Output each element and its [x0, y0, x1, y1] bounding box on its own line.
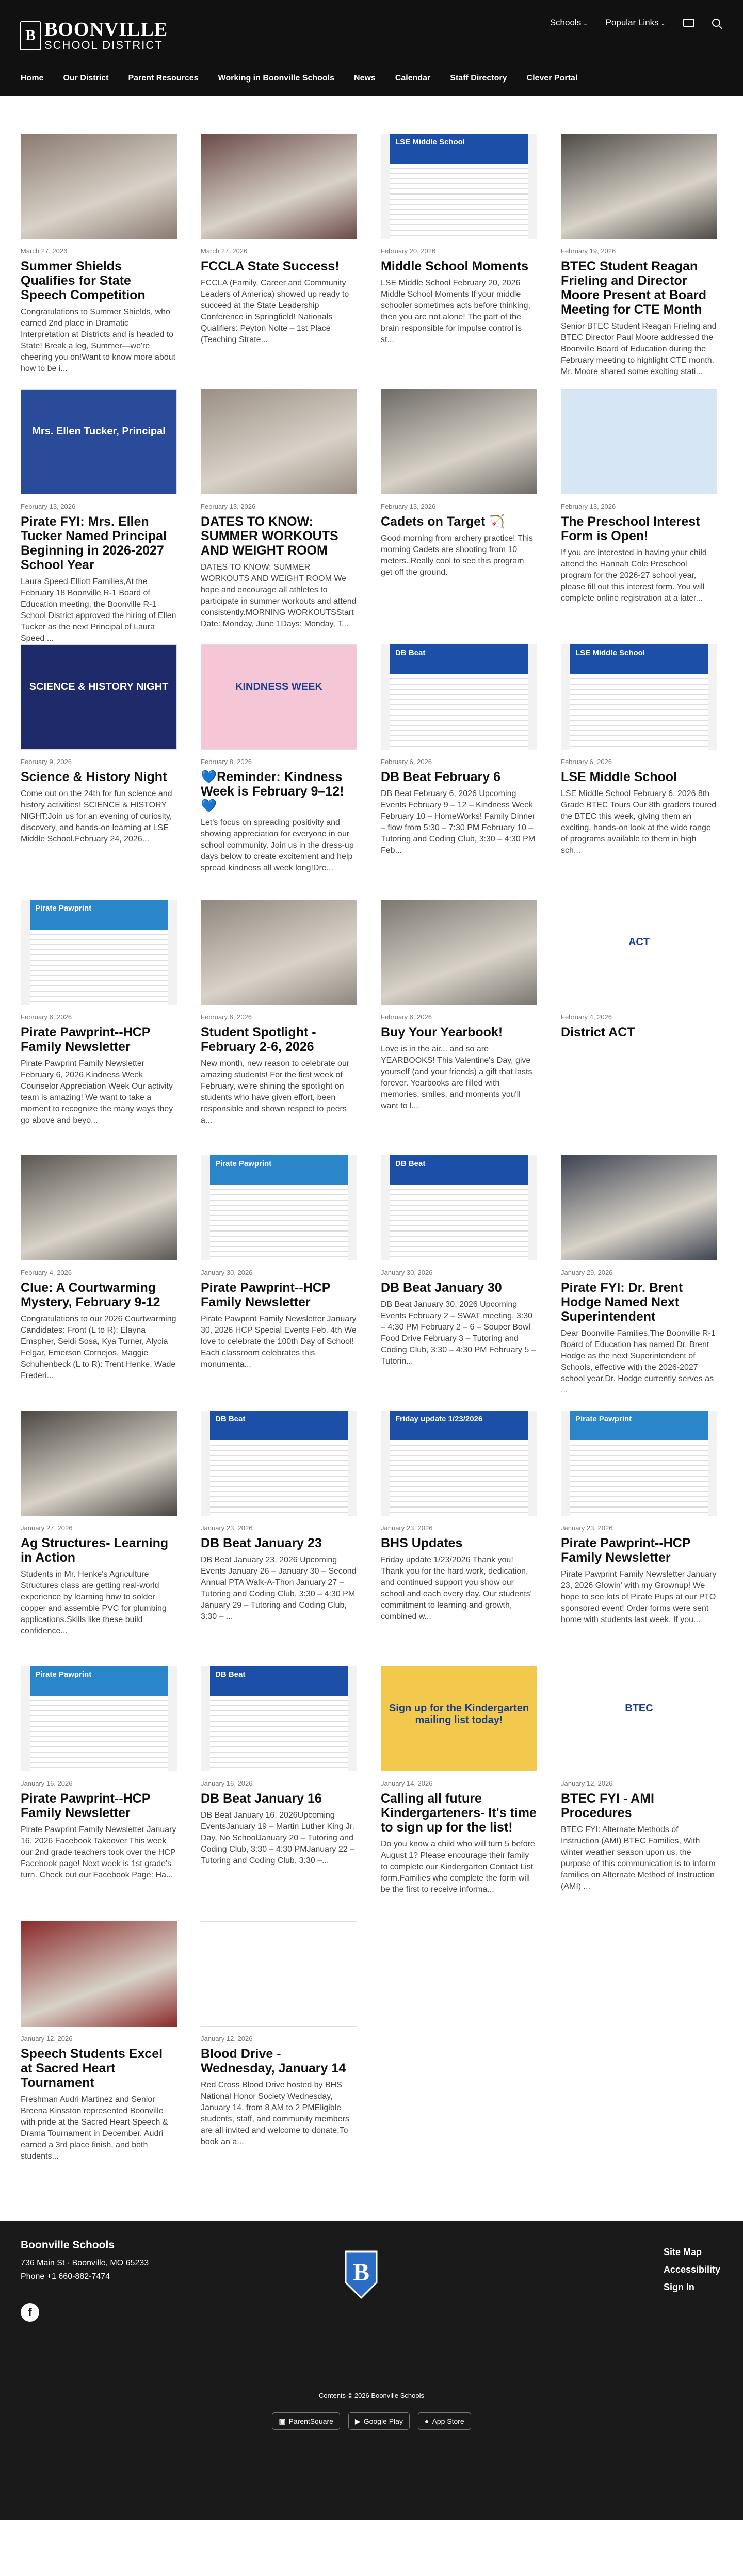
news-card[interactable]	[561, 1155, 717, 1411]
news-date: January 27, 2026	[21, 1524, 73, 1532]
news-thumbnail[interactable]	[21, 900, 177, 1005]
news-date: January 29, 2026	[561, 1269, 613, 1276]
news-thumbnail[interactable]	[201, 134, 357, 239]
news-thumbnail[interactable]	[381, 900, 537, 1005]
news-date: March 27, 2026	[201, 247, 248, 255]
news-card[interactable]	[381, 1666, 537, 1921]
news-card[interactable]	[561, 900, 717, 1155]
news-thumbnail[interactable]	[561, 1411, 717, 1516]
news-thumbnail[interactable]	[21, 1411, 177, 1516]
news-excerpt: Pirate Pawprint Family Newsletter January 16, 2026 Facebook Takeover This week our 2nd grade teachers took over the HCP Facebook page! Next week is 1st grade's turn. Check out our Facebook Page: Ha...	[21, 1825, 176, 1880]
news-excerpt: BTEC FYI: Alternate Methods of Instruction (AMI) BTEC Families, With winter weather season upon us, the purpose of this communication is to inform families on Alternate Method of Instruction (AMI) ...	[561, 1825, 716, 1891]
main-nav	[0, 69, 743, 96]
news-title[interactable]: Pirate FYI: Mrs. Ellen Tucker Named Principal Beginning in 2026-2027 School Year	[21, 514, 167, 572]
news-title[interactable]: Pirate Pawprint--HCP Family Newsletter	[561, 1536, 690, 1565]
site-map-link[interactable]: Site Map	[663, 2247, 702, 2257]
news-thumbnail[interactable]	[201, 1666, 357, 1771]
news-excerpt: LSE Middle School February 20, 2026 Middle School Moments If your middle schooler sometimes acts before thinking, then you are not alone! The part of the brain responsible for impulse control is st...	[381, 279, 530, 344]
news-title[interactable]: Pirate Pawprint--HCP Family Newsletter	[201, 1281, 330, 1309]
news-card[interactable]	[201, 134, 357, 389]
news-title[interactable]: DB Beat January 16	[201, 1791, 322, 1806]
news-date: January 16, 2026	[21, 1779, 73, 1787]
news-date: January 12, 2026	[561, 1779, 613, 1787]
news-title[interactable]: The Preschool Interest Form is Open!	[561, 514, 700, 543]
news-card[interactable]	[381, 900, 537, 1155]
news-excerpt: Red Cross Blood Drive hosted by BHS National Honor Society Wednesday, January 14, from 8 AM to 2 PMEligible students, staff, and community members are all invited and welcome to donate.To book an a...	[201, 2081, 349, 2146]
news-card[interactable]	[381, 134, 537, 389]
thumbnail-label: BTEC	[625, 1703, 653, 1714]
news-thumbnail[interactable]	[21, 134, 177, 239]
news-title[interactable]: Pirate Pawprint--HCP Family Newsletter	[21, 1791, 150, 1820]
news-date: February 13, 2026	[201, 503, 256, 510]
news-thumbnail[interactable]	[381, 389, 537, 494]
thumbnail-label: LSE Middle School	[390, 134, 528, 164]
parentsquare-icon: ▣	[279, 2417, 286, 2425]
news-date: February 13, 2026	[561, 503, 616, 510]
news-excerpt: Congratulations to Summer Shields, who earned 2nd place in Dramatic Interpretation at Districts and is headed to State! Break a leg, Summer—we're cheering you on!Want to know more about how to be i...	[21, 307, 176, 373]
news-excerpt: Freshman Audri Martinez and Senior Breena Kinsston represented Boonville with pride at the Sacred Heart Speech & Drama Tournament in December. Audri earned a 3rd place finish, and both students...	[21, 2095, 168, 2161]
sign-in-link[interactable]: Sign In	[663, 2282, 694, 2292]
news-thumbnail[interactable]	[21, 644, 177, 750]
nav-item-calendar[interactable]: Calendar	[395, 74, 431, 83]
footer-links	[664, 2243, 720, 2296]
thumbnail-label: Pirate Pawprint	[30, 1666, 168, 1696]
news-card[interactable]	[21, 134, 177, 389]
news-card[interactable]	[201, 644, 357, 900]
thumbnail-label: SCIENCE & HISTORY NIGHT	[29, 681, 169, 692]
search-icon[interactable]	[712, 19, 720, 27]
news-excerpt: Pirate Pawprint Family Newsletter February 6, 2026 Kindness Week Counselor Appreciation Week Our activity team is amazing! We want to take a moment to recognize the many ways they go above and beyo...	[21, 1059, 173, 1125]
footer-phone[interactable]: Phone +1 660-882-7474	[21, 2272, 110, 2281]
news-title[interactable]: Middle School Moments	[381, 259, 529, 273]
news-title[interactable]: Pirate FYI: Dr. Brent Hodge Named Next Superintendent	[561, 1281, 683, 1324]
nav-item-parent-resources[interactable]: Parent Resources	[128, 74, 199, 83]
news-date: January 14, 2026	[381, 1779, 433, 1787]
news-thumbnail[interactable]	[201, 900, 357, 1005]
thumbnail-label: KINDNESS WEEK	[235, 681, 322, 692]
news-title[interactable]: Cadets on Target 🏹	[381, 514, 505, 529]
svg-text:B: B	[352, 2259, 370, 2286]
nav-item-home[interactable]: Home	[21, 74, 44, 83]
footer-school-name: Boonville Schools	[21, 2239, 115, 2251]
news-thumbnail[interactable]	[381, 1666, 537, 1771]
news-excerpt: Let's focus on spreading positivity and showing appreciation for everyone in our school community. Join us in the dress-up days below to create excitement and help spread kindness all week long!Dre...	[201, 818, 354, 872]
logo-name: BOONVILLE	[44, 19, 168, 40]
news-date: February 6, 2026	[21, 1013, 72, 1021]
news-thumbnail[interactable]	[561, 1666, 717, 1771]
thumbnail-label: DB Beat	[210, 1411, 348, 1440]
apple-icon: ●	[424, 2417, 429, 2425]
news-thumbnail[interactable]	[201, 1155, 357, 1260]
news-excerpt: Friday update 1/23/2026 Thank you! Thank you for the hard work, dedication, and continued support you show our school and each every day. Our students' commitment to learning and growth, combined w...	[381, 1556, 532, 1621]
news-date: February 6, 2026	[561, 758, 612, 766]
popular-links-dropdown[interactable]: Popular Links ⌄	[606, 18, 666, 28]
logo-shield: B	[20, 21, 41, 50]
news-thumbnail[interactable]	[21, 1921, 177, 2027]
news-date: February 6, 2026	[201, 1013, 252, 1021]
news-title[interactable]: FCCLA State Success!	[201, 259, 340, 273]
facebook-icon[interactable]: f	[21, 2303, 39, 2322]
news-card[interactable]	[21, 644, 177, 900]
news-thumbnail[interactable]	[561, 389, 717, 494]
news-card[interactable]	[381, 389, 537, 644]
news-thumbnail[interactable]	[201, 644, 357, 750]
footer-address	[21, 2257, 149, 2283]
app-store-badge[interactable]: ● App Store	[418, 2412, 471, 2430]
footer-street: 736 Main St · Boonville, MO 65233	[21, 2259, 149, 2267]
news-excerpt: Congratulations to our 2026 Courtwarming Candidates: Front (L to R): Elayna Emspher, Seidi Sosa, Kya Turner, Alycia Felgar, Emerson Cornejos, Maggie Schuhenbeck (L to R): Trent Henke, Wade Frederi...	[21, 1315, 176, 1380]
news-card[interactable]	[381, 644, 537, 900]
news-excerpt: Dear Boonville Families,The Boonville R-1 Board of Education has named Dr. Brent Hodge as the next Superintendent of Schools, effective with the 2026-2027 school year.Dr. Hodge currently serves as ...	[561, 1329, 716, 1395]
news-thumbnail[interactable]	[561, 1155, 717, 1260]
news-excerpt: Pirate Pawprint Family Newsletter January 23, 2026 Glowin' with my Grownup! We hope to see lots of Pirate Pups at our PTO sponsored event! Order forms were sent home with students last week. If you...	[561, 1570, 717, 1624]
news-card[interactable]	[201, 900, 357, 1155]
app-badges	[0, 2412, 743, 2430]
thumbnail-label: DB Beat	[210, 1666, 348, 1696]
google-play-icon: ▶	[354, 2417, 361, 2425]
news-title[interactable]: District ACT	[561, 1025, 635, 1040]
news-date: January 30, 2026	[381, 1269, 433, 1276]
news-excerpt: Come out on the 24th for fun science and history activities! SCIENCE & HISTORY NIGHT:Join us for an evening of curiosity, discovery, and hands-on learning at LSE Middle School.February 24, 2026...	[21, 789, 172, 844]
thumbnail-label: ACT	[628, 936, 650, 948]
news-card[interactable]	[561, 1666, 717, 1921]
news-title[interactable]: Pirate Pawprint--HCP Family Newsletter	[21, 1025, 150, 1054]
top-bar	[0, 0, 743, 71]
news-date: February 8, 2026	[201, 758, 252, 766]
news-title[interactable]: Buy Your Yearbook!	[381, 1025, 503, 1040]
news-card[interactable]	[201, 1155, 357, 1411]
news-thumbnail[interactable]	[381, 134, 537, 239]
news-date: January 16, 2026	[201, 1779, 253, 1787]
google-play-badge[interactable]: ▶ Google Play	[348, 2412, 410, 2430]
news-date: January 23, 2026	[561, 1524, 613, 1532]
news-excerpt: LSE Middle School February 6, 2026 8th Grade BTEC Tours Our 8th graders toured the BTEC this week, giving them an exciting, hands-on look at the wide range of programs available to them in high sch...	[561, 789, 717, 855]
news-card[interactable]	[381, 1411, 537, 1666]
news-date: February 6, 2026	[381, 758, 432, 766]
news-title[interactable]: 💙Reminder: Kindness Week is February 9–12! 💙	[201, 770, 344, 813]
news-thumbnail[interactable]	[561, 900, 717, 1005]
news-grid	[0, 96, 743, 2190]
news-date: January 23, 2026	[381, 1524, 433, 1532]
news-excerpt: DATES TO KNOW: SUMMER WORKOUTS AND WEIGHT ROOM We hope and encourage all athletes to participate in summer workouts and attend consistently.MORNING WORKOUTSStart Date: Monday, June 1Days: Monday, T...	[201, 563, 357, 628]
news-title[interactable]: BTEC Student Reagan Frieling and Director Moore Present at Board Meeting for CTE Month	[561, 259, 707, 317]
news-card[interactable]	[561, 389, 717, 644]
news-excerpt: Good morning from archery practice! This morning Cadets are shooting from 10 meters. Really cool to see this program get off the ground.	[381, 534, 533, 577]
thumbnail-label: Friday update 1/23/2026	[390, 1411, 528, 1440]
footer-logo-icon	[335, 2246, 387, 2303]
news-title[interactable]: Speech Students Excel at Sacred Heart Tournament	[21, 2047, 163, 2090]
district-logo[interactable]	[20, 20, 168, 52]
news-thumbnail[interactable]	[201, 389, 357, 494]
news-card[interactable]	[201, 1921, 357, 2190]
parentsquare-badge[interactable]: ▣ ParentSquare	[272, 2412, 340, 2430]
thumbnail-label: Pirate Pawprint	[570, 1411, 708, 1440]
news-thumbnail[interactable]	[381, 644, 537, 750]
nav-item-working-in-boonville-schools[interactable]: Working in Boonville Schools	[218, 74, 335, 83]
news-card[interactable]	[21, 1666, 177, 1921]
thumbnail-label: Pirate Pawprint	[210, 1155, 348, 1185]
thumbnail-label: LSE Middle School	[570, 644, 708, 674]
news-title[interactable]: DATES TO KNOW: SUMMER WORKOUTS AND WEIGHT ROOM	[201, 514, 338, 558]
news-date: January 12, 2026	[21, 2035, 73, 2043]
news-date: January 30, 2026	[201, 1269, 253, 1276]
news-card[interactable]	[201, 1411, 357, 1666]
news-excerpt: Laura Speed Elliott Families,At the February 18 Boonville R-1 Board of Education meeting, the Boonville R-1 School District approved the hiring of Ellen Tucker as the next Principal of Laura Speed ...	[21, 577, 176, 643]
news-date: February 13, 2026	[381, 503, 436, 510]
news-excerpt: New month, new reason to celebrate our amazing students! For the first week of February, we're shining the spotlight on students who have given effort, been responsible and shown respect to peers a...	[201, 1059, 350, 1125]
news-thumbnail[interactable]	[561, 644, 717, 750]
news-title[interactable]: Summer Shields Qualifies for State Speech Competition	[21, 259, 146, 302]
news-excerpt: Love is in the air... and so are YEARBOOKS! This Valentine's Day, give yourself (and your friends) a gift that lasts forever. Yearbooks are filled with memories, smiles, and moments you'll want to l...	[381, 1045, 532, 1110]
news-title[interactable]: BTEC FYI - AMI Procedures	[561, 1791, 655, 1820]
news-date: February 20, 2026	[381, 247, 436, 255]
translate-icon[interactable]	[683, 19, 694, 27]
nav-item-our-district[interactable]: Our District	[63, 74, 109, 83]
top-links	[550, 18, 720, 28]
news-card[interactable]	[561, 1411, 717, 1666]
news-excerpt: DB Beat January 30, 2026 Upcoming Events February 2 – SWAT meeting, 3:30 – 4:30 PM February 2 – 6 – Souper Bowl Food Drive February 3 – Tutoring and Coding Club, 3:30 – 4:30 PM February 5 – Tutorin...	[381, 1300, 536, 1366]
news-date: January 12, 2026	[201, 2035, 253, 2043]
news-card[interactable]	[21, 1921, 177, 2190]
news-excerpt: DB Beat January 16, 2026Upcoming EventsJanuary 19 – Martin Luther King Jr. Day, No SchoolJanuary 20 – Tutoring and Coding Club, 3:30 – 4:30 PMJanuary 22 – Tutoring and Coding Club, 3:30 –...	[201, 1811, 354, 1865]
thumbnail-label: DB Beat	[390, 644, 528, 674]
site-header	[0, 0, 743, 96]
nav-item-staff-directory[interactable]: Staff Directory	[450, 74, 507, 83]
news-title[interactable]: Student Spotlight - February 2-6, 2026	[201, 1025, 316, 1054]
news-date: February 4, 2026	[21, 1269, 72, 1276]
logo-subname: SCHOOL DISTRICT	[44, 39, 163, 52]
news-card[interactable]	[201, 1666, 357, 1921]
news-thumbnail[interactable]	[21, 389, 177, 494]
news-date: March 27, 2026	[21, 247, 68, 255]
news-excerpt: Pirate Pawprint Family Newsletter January 30, 2026 HCP Special Events Feb. 4th We love to celebrate the 100th Day of School! Each classroom celebrates this monumenta...	[201, 1315, 357, 1369]
news-excerpt: Senior BTEC Student Reagan Frieling and BTEC Director Paul Moore addressed the Boonville Board of Education during the February meeting to highlight CTE month. Mr. Moore shared some exciting stati...	[561, 322, 717, 376]
news-card[interactable]	[561, 134, 717, 389]
news-date: February 4, 2026	[561, 1013, 612, 1021]
news-title[interactable]: BHS Updates	[381, 1536, 463, 1550]
news-card[interactable]	[561, 644, 717, 900]
thumbnail-label: Mrs. Ellen Tucker, Principal	[32, 426, 166, 437]
news-date: February 6, 2026	[381, 1013, 432, 1021]
news-excerpt: Do you know a child who will turn 5 before August 1? Please encourage their family to complete our Kindergarten Contact List form.Families who complete the form will be the first to receive informa...	[381, 1840, 535, 1894]
news-thumbnail[interactable]	[561, 134, 717, 239]
news-title[interactable]: Blood Drive - Wednesday, January 14	[201, 2047, 346, 2076]
news-thumbnail[interactable]	[21, 1666, 177, 1771]
news-card[interactable]	[381, 1155, 537, 1411]
news-date: February 9, 2026	[21, 758, 72, 766]
site-footer	[0, 2221, 743, 2520]
thumbnail-label: Sign up for the Kindergarten mailing list today!	[389, 1703, 529, 1726]
news-title[interactable]: Clue: A Courtwarming Mystery, February 9-12	[21, 1281, 160, 1309]
news-thumbnail[interactable]	[201, 1921, 357, 2027]
thumbnail-label: Pirate Pawprint	[30, 900, 168, 930]
news-card[interactable]	[21, 389, 177, 644]
footer-copyright: Contents © 2026 Boonville Schools	[319, 2392, 424, 2400]
news-excerpt: FCCLA (Family, Career and Community Leaders of America) showed up ready to succeed at the State Leadership Conference in Springfield! Nationals Qualifiers: Peyton Nolte – 1st Place (Teaching Strate...	[201, 279, 349, 344]
news-thumbnail[interactable]	[201, 1411, 357, 1516]
news-date: January 23, 2026	[201, 1524, 253, 1532]
news-title[interactable]: LSE Middle School	[561, 770, 677, 784]
news-thumbnail[interactable]	[21, 1155, 177, 1260]
news-excerpt: Students in Mr. Henke's Agriculture Structures class are getting real-world experience by learning how to solder copper and assemble PVC for plumbing applications.Skills like these build confidence...	[21, 1570, 167, 1635]
accessibility-link[interactable]: Accessibility	[663, 2264, 720, 2275]
news-card[interactable]	[21, 900, 177, 1155]
news-thumbnail[interactable]	[381, 1411, 537, 1516]
news-date: February 19, 2026	[561, 247, 616, 255]
news-title[interactable]: Ag Structures- Learning in Action	[21, 1536, 169, 1565]
nav-item-news[interactable]: News	[354, 74, 376, 83]
news-title[interactable]: Science & History Night	[21, 770, 167, 784]
news-date: February 13, 2026	[21, 503, 76, 510]
news-excerpt: If you are interested in having your child attend the Hannah Cole Preschool program for the 2026-27 school year, please fill out this interest form. You will complete online registration at a later...	[561, 548, 707, 603]
news-title[interactable]: DB Beat February 6	[381, 770, 501, 784]
news-card[interactable]	[201, 389, 357, 644]
news-card[interactable]	[21, 1155, 177, 1411]
news-title[interactable]: DB Beat January 23	[201, 1536, 322, 1550]
news-excerpt: DB Beat February 6, 2026 Upcoming Events February 9 – 12 – Kindness Week February 10 – HomeWorks! Family Dinner – flow from 5:30 – 7:30 PM February 10 – Tutoring and Coding Club, 3:30 – 4:30 PM Feb...	[381, 789, 536, 855]
news-thumbnail[interactable]	[381, 1155, 537, 1260]
thumbnail-label: DB Beat	[390, 1155, 528, 1185]
nav-item-clever-portal[interactable]: Clever Portal	[526, 74, 578, 83]
news-excerpt: DB Beat January 23, 2026 Upcoming Events January 26 – January 30 – Second Annual PTA Walk-A-Thon January 27 – Tutoring and Coding Club, 3:30 – 4:30 PM January 29 – Tutoring and Coding Club, 3:30 – ...	[201, 1556, 357, 1621]
news-title[interactable]: DB Beat January 30	[381, 1281, 502, 1295]
news-card[interactable]	[21, 1411, 177, 1666]
schools-dropdown[interactable]: Schools ⌄	[550, 18, 588, 28]
news-title[interactable]: Calling all future Kindergarteners- It's time to sign up for the list!	[381, 1791, 537, 1835]
